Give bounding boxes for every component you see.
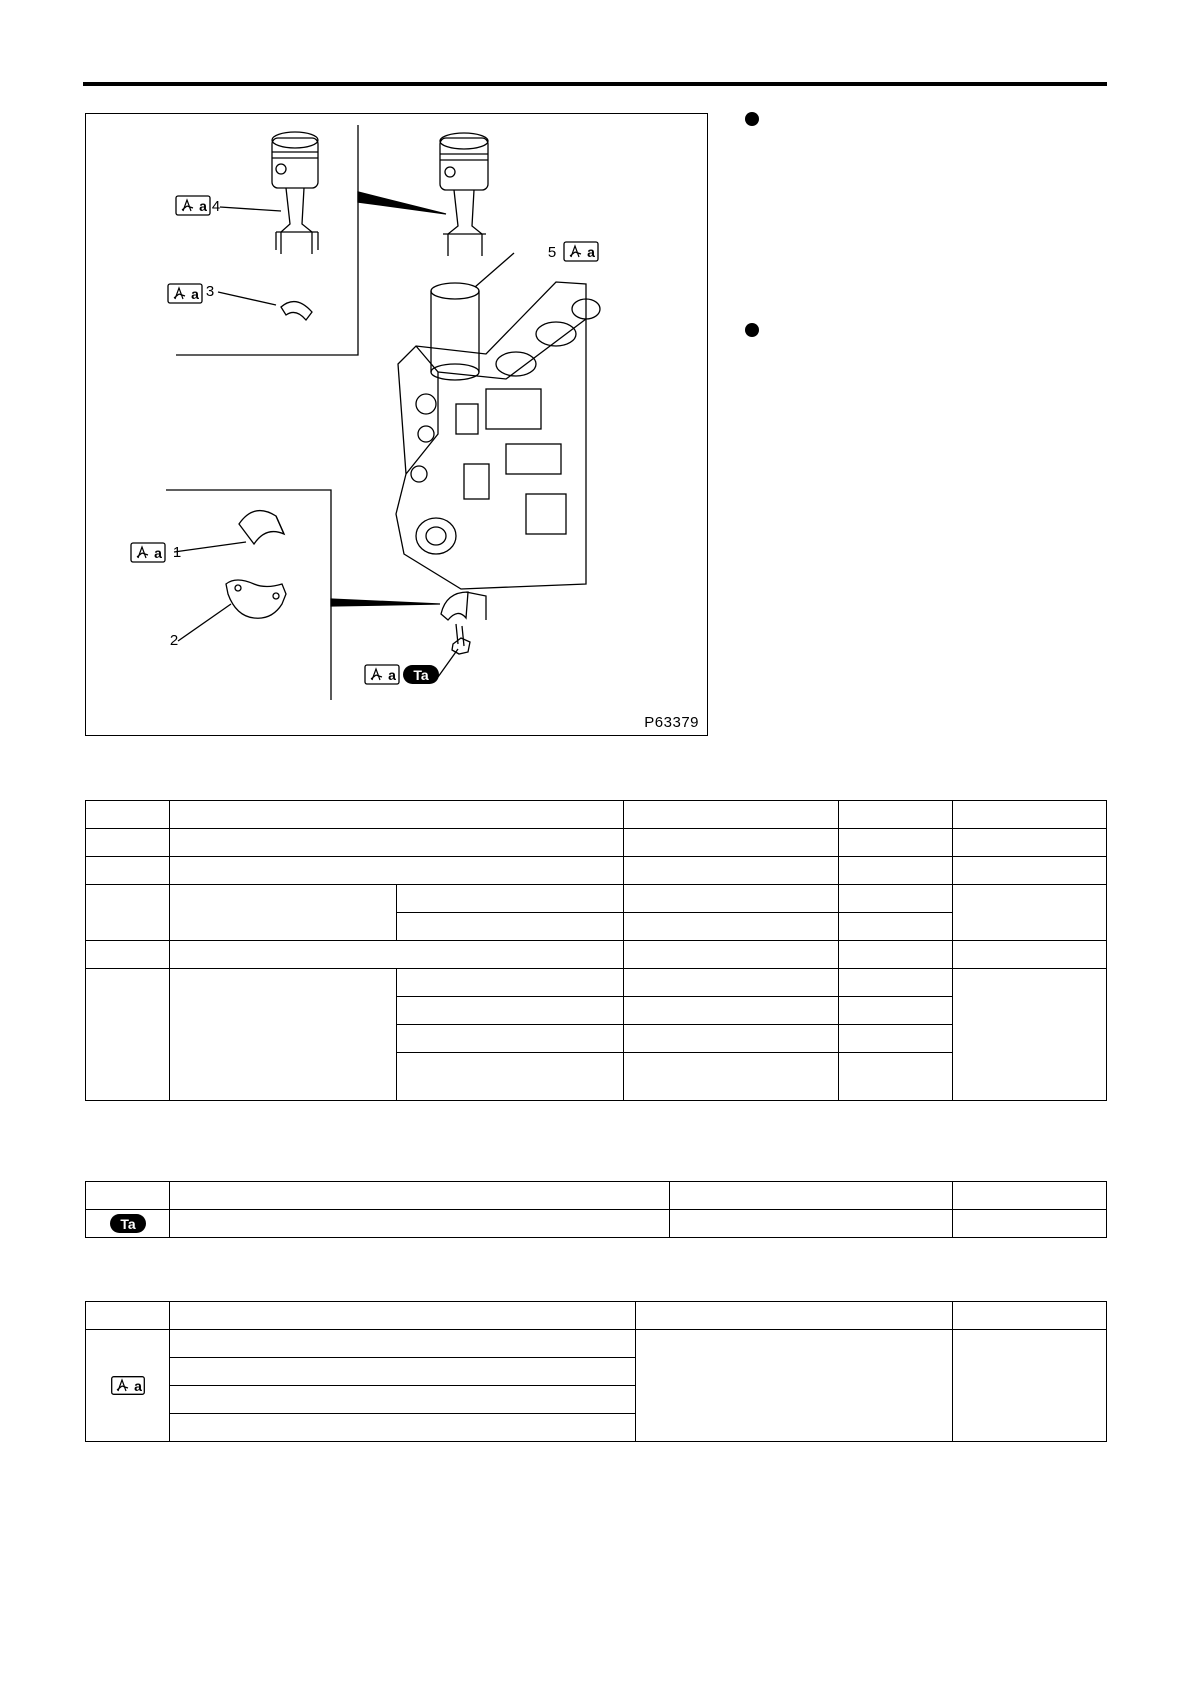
svg-text:a: a (133, 1378, 142, 1394)
sealant-symbol-letter: a (199, 198, 207, 214)
table-cell (170, 1330, 636, 1358)
table-cell (86, 1302, 170, 1330)
table-row (86, 885, 1107, 913)
table-row (86, 857, 1107, 885)
table-cell (839, 801, 953, 829)
lubricant-table (85, 1301, 1107, 1442)
sealant-symbol-4 (176, 196, 210, 215)
table-cell (953, 941, 1107, 969)
tightening-torque-table (85, 1181, 1107, 1238)
figure-id: P63379 (644, 714, 699, 731)
table-cell (170, 969, 397, 1101)
svg-text:Ta: Ta (119, 1216, 136, 1232)
sealant-symbol-1 (131, 543, 165, 562)
table-cell (624, 997, 839, 1025)
svg-text:a: a (154, 545, 162, 561)
table-cell (170, 1358, 636, 1386)
table-cell (86, 941, 170, 969)
torque-symbol (110, 1214, 146, 1233)
table-cell (839, 885, 953, 913)
table-cell (397, 913, 624, 941)
table-cell (636, 1330, 953, 1442)
table-cell (839, 857, 953, 885)
top-rule (83, 82, 1107, 86)
table-cell (86, 801, 170, 829)
table-cell (170, 1210, 670, 1238)
table-cell (636, 1302, 953, 1330)
table-cell (839, 829, 953, 857)
table-row (86, 941, 1107, 969)
table-row (86, 969, 1107, 997)
callout-5: 5 (547, 244, 557, 261)
table-cell (839, 969, 953, 997)
table-row (86, 1210, 1107, 1238)
table-cell (839, 1053, 953, 1101)
table-cell (86, 1210, 170, 1238)
bullet-1 (745, 112, 759, 126)
table-cell (624, 885, 839, 913)
svg-text:a: a (587, 244, 595, 260)
table-cell (86, 969, 170, 1101)
table-cell (953, 969, 1107, 1101)
table-row (86, 829, 1107, 857)
table-cell (397, 1053, 624, 1101)
table-cell (624, 1053, 839, 1101)
table-cell (86, 829, 170, 857)
table-row (86, 1330, 1107, 1358)
table-cell (170, 1386, 636, 1414)
table-cell (86, 1182, 170, 1210)
table-cell (953, 1210, 1107, 1238)
table-cell (170, 885, 397, 941)
table-cell (624, 941, 839, 969)
table-cell (624, 857, 839, 885)
table-cell (839, 941, 953, 969)
table-cell (839, 913, 953, 941)
sealant-symbol-3 (168, 284, 202, 303)
torque-symbol-bolt (403, 665, 439, 684)
table-cell (397, 1025, 624, 1053)
table-cell (624, 801, 839, 829)
table-cell (86, 857, 170, 885)
exploded-view-figure (85, 113, 708, 736)
table-cell (397, 885, 624, 913)
table-cell (953, 801, 1107, 829)
table-cell (170, 1302, 636, 1330)
svg-text:a: a (388, 667, 396, 683)
table-cell (839, 997, 953, 1025)
bullet-2 (745, 323, 759, 337)
callout-3: 3 (205, 283, 215, 300)
table-cell (397, 969, 624, 997)
table-cell (86, 885, 170, 941)
table-cell (953, 829, 1107, 857)
table-cell (624, 913, 839, 941)
table-cell (170, 857, 624, 885)
callout-4: 4 (211, 198, 221, 215)
table-cell (170, 1414, 636, 1442)
svg-text:a: a (191, 286, 199, 302)
table-header-row (86, 801, 1107, 829)
table-cell (170, 829, 624, 857)
table-cell (170, 1182, 670, 1210)
table-cell (670, 1210, 953, 1238)
callout-1: 1 (172, 544, 182, 561)
table-cell (953, 1302, 1107, 1330)
table-header-row (86, 1182, 1107, 1210)
table-cell (170, 801, 624, 829)
table-cell (170, 941, 624, 969)
exploded-view-drawing (86, 114, 709, 737)
callout-2: 2 (169, 632, 179, 649)
table-cell (953, 885, 1107, 941)
table-cell (670, 1182, 953, 1210)
sealant-symbol-5 (564, 242, 598, 261)
table-cell (953, 1182, 1107, 1210)
table-cell (624, 829, 839, 857)
sealant-symbol-bolt (365, 665, 399, 684)
table-cell (953, 857, 1107, 885)
service-standards-table (85, 800, 1107, 1101)
table-cell (953, 1330, 1107, 1442)
table-cell (86, 1330, 170, 1442)
torque-symbol-text: Ta (413, 667, 429, 683)
table-cell (839, 1025, 953, 1053)
table-header-row (86, 1302, 1107, 1330)
table-cell (397, 997, 624, 1025)
table-cell (624, 1025, 839, 1053)
sealant-symbol (111, 1376, 145, 1395)
table-cell (624, 969, 839, 997)
